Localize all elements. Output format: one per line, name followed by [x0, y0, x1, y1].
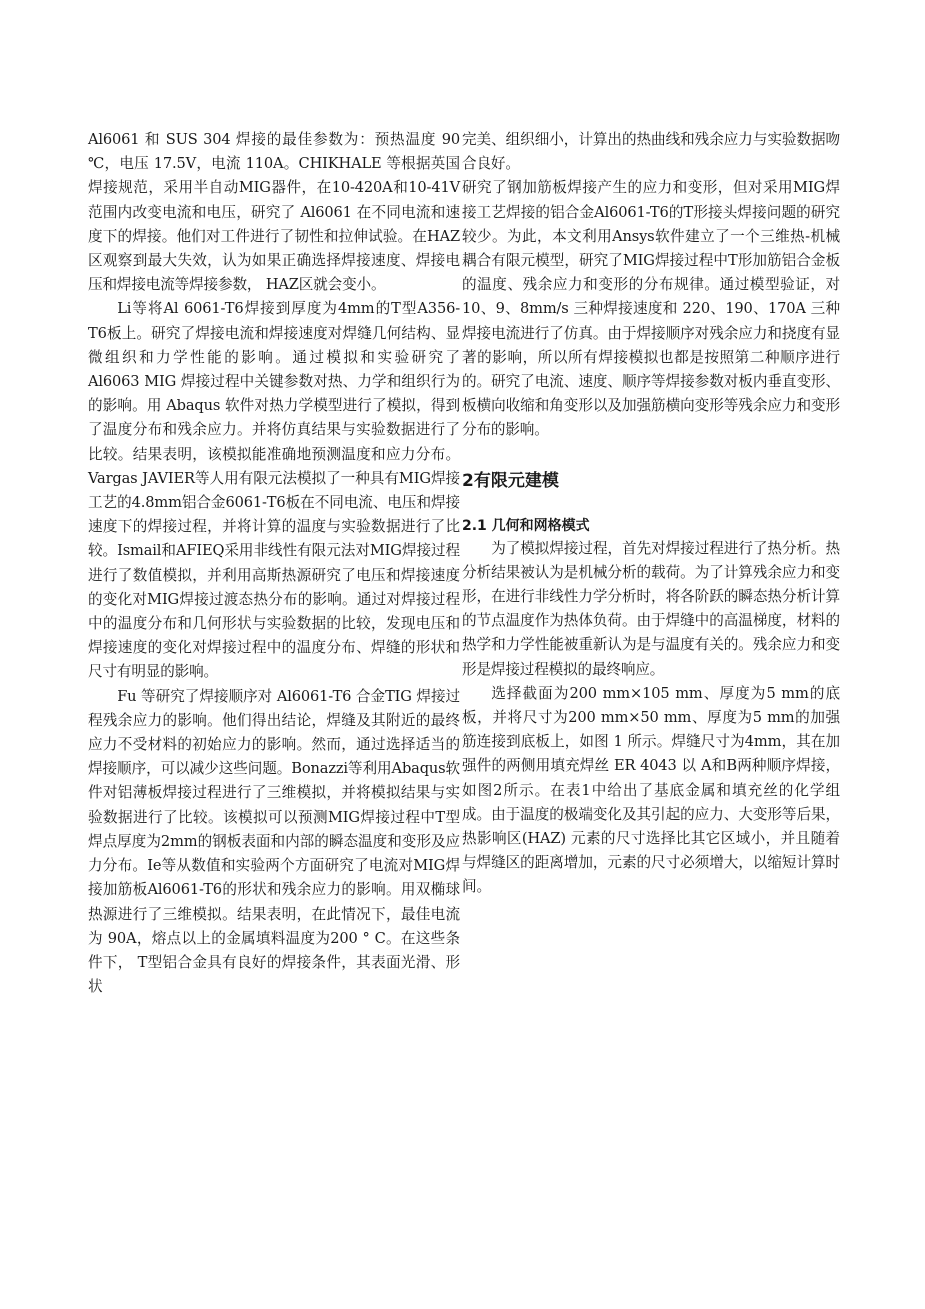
- paragraph-continuation: 完美、组织细小，计算出的热曲线和残余应力与实验数据吻合良好。: [462, 131, 840, 173]
- paragraph-optimal-parameters: Al6061 和 SUS 304 焊接的最佳参数为：预热温度 90 ℃，电压 17.5V，电流 110A。CHIKHALE 等根据英国焊接规范，采用半自动MIG器件，在10-420A和10-41V范围内改变电流和电压，研究了 Al6061 在不同电流和速度下的焊接。他们对工件进行了韧性和拉伸试验。在HAZ区观察到最大失效，认为如果正确选择焊接速度、焊接电压和焊接电流等焊接参数， HAZ区就会变小。: [88, 131, 460, 294]
- paragraph-fu-sequence: Fu 等研究了焊接顺序对 Al6061-T6 合金TIG 焊接过程残余应力的影响。他们得出结论，焊缝及其附近的最终应力不受材料的初始应力的影响。然而，通过选择适当的焊接顺序，可以减少这些问题。Bonazzi等利用Abaqus软件对铝薄板焊接过程进行了三维模拟，并将模拟结果与实验数据进行了比较。该模拟可以预测MIG焊接过程中T型焊点厚度为2mm的钢板表面和内部的瞬态温度和变形及应力分布。Ie等从数值和实验两个方面研究了电流对MIG焊接加筋板Al6061-T6的形状和残余应力的影响。用双椭球热源进行了三维模拟。结果表明，在此情况下，最佳电流为 90A，熔点以上的金属填料温度为200 ° C。在这些条件下， T型铝合金具有良好的焊接条件，其表面光滑、形状: [88, 687, 460, 996]
- paragraph-thermal-analysis: 为了模拟焊接过程，首先对焊接过程进行了热分析。热分析结果被认为是机械分析的载荷。为了计算残余应力和变形，在进行非线性力学分析时，将各阶跃的瞬态热分析计算的节点温度作为热体负荷。由于焊缝中的高温梯度，材料的热学和力学性能被重新认为是与温度有关的。残余应力和变形是焊接过程模拟的最终响应。: [462, 539, 840, 678]
- paragraph-research-scope: 研究了钢加筋板焊接产生的应力和变形，但对采用MIG焊接工艺焊接的铝合金Al6061-T6的T形接头焊接问题的研究较少。为此，本文利用Ansys软件建立了一个三维热-机械耦合有限元模型，研究了MIG焊接过程中T形加筋铝合金板的温度、残余应力和变形的分布规律。通过模型验证，对 10、9、8mm/s 三种焊接速度和 220、190、170A 三种焊接电流进行了仿真。由于焊接顺序对残余应力和挠度有显著的影响，所以所有焊接模拟也都是按照第二种顺序进行的。研究了电流、速度、顺序等焊接参数对板内垂直变形、板横向收缩和角变形以及加强筋横向变形等残余应力和变形分布的影响。: [462, 179, 840, 439]
- left-column: [88, 128, 460, 999]
- paragraph-geometry: 选择截面为200 mm×105 mm、厚度为5 mm的底板，并将尺寸为200 mm×50 mm、厚度为5 mm的加强筋连接到底板上，如图 1 所示。焊缝尺寸为4mm，其在加强件的两侧用填充焊丝 ER 4043 以 A和B两种顺序焊接，如图2所示。在表1中给出了基底金属和填充丝的化学组成。由于温度的极端变化及其引起的应力、大变形等后果，热影响区(HAZ) 元素的尺寸选择比其它区域小，并且随着与焊缝区的距离增加，元素的尺寸必须增大，以缩短计算时间。: [462, 684, 840, 896]
- right-column: [462, 128, 840, 900]
- paragraph-li-simulation: Li等将Al 6061-T6焊接到厚度为4mm的T型A356-T6板上。研究了焊接电流和焊接速度对焊缝几何结构、显微组织和力学性能的影响。通过模拟和实验研究了 Al6063 MIG 焊接过程中关键参数对热、力学和组织行为的影响。用 Abaqus 软件对热力学模型进行了模拟，得到了温度分布和残余应力。并将仿真结果与实验数据进行了比较。结果表明，该模拟能准确地预测温度和应力分布。Vargas JAVIER等人用有限元法模拟了一种具有MIG焊接工艺的4.8mm铝合金6061-T6板在不同电流、电压和焊接速度下的焊接过程，并将计算的温度与实验数据进行了比较。Ismail和AFIEQ采用非线性有限元法对MIG焊接过程进行了数值模拟，并利用高斯热源研究了电压和焊接速度的变化对MIG焊接过渡态热分布的影响。通过对焊接过程中的温度分布和几何形状与实验数据的比较，发现电压和焊接速度的变化对焊接过程中的温度分布、焊缝的形状和尺寸有明显的影响。: [88, 300, 460, 681]
- section-title: 2有限元建模: [462, 470, 559, 491]
- subsection-title: 2.1 几何和网格模式: [462, 517, 590, 534]
